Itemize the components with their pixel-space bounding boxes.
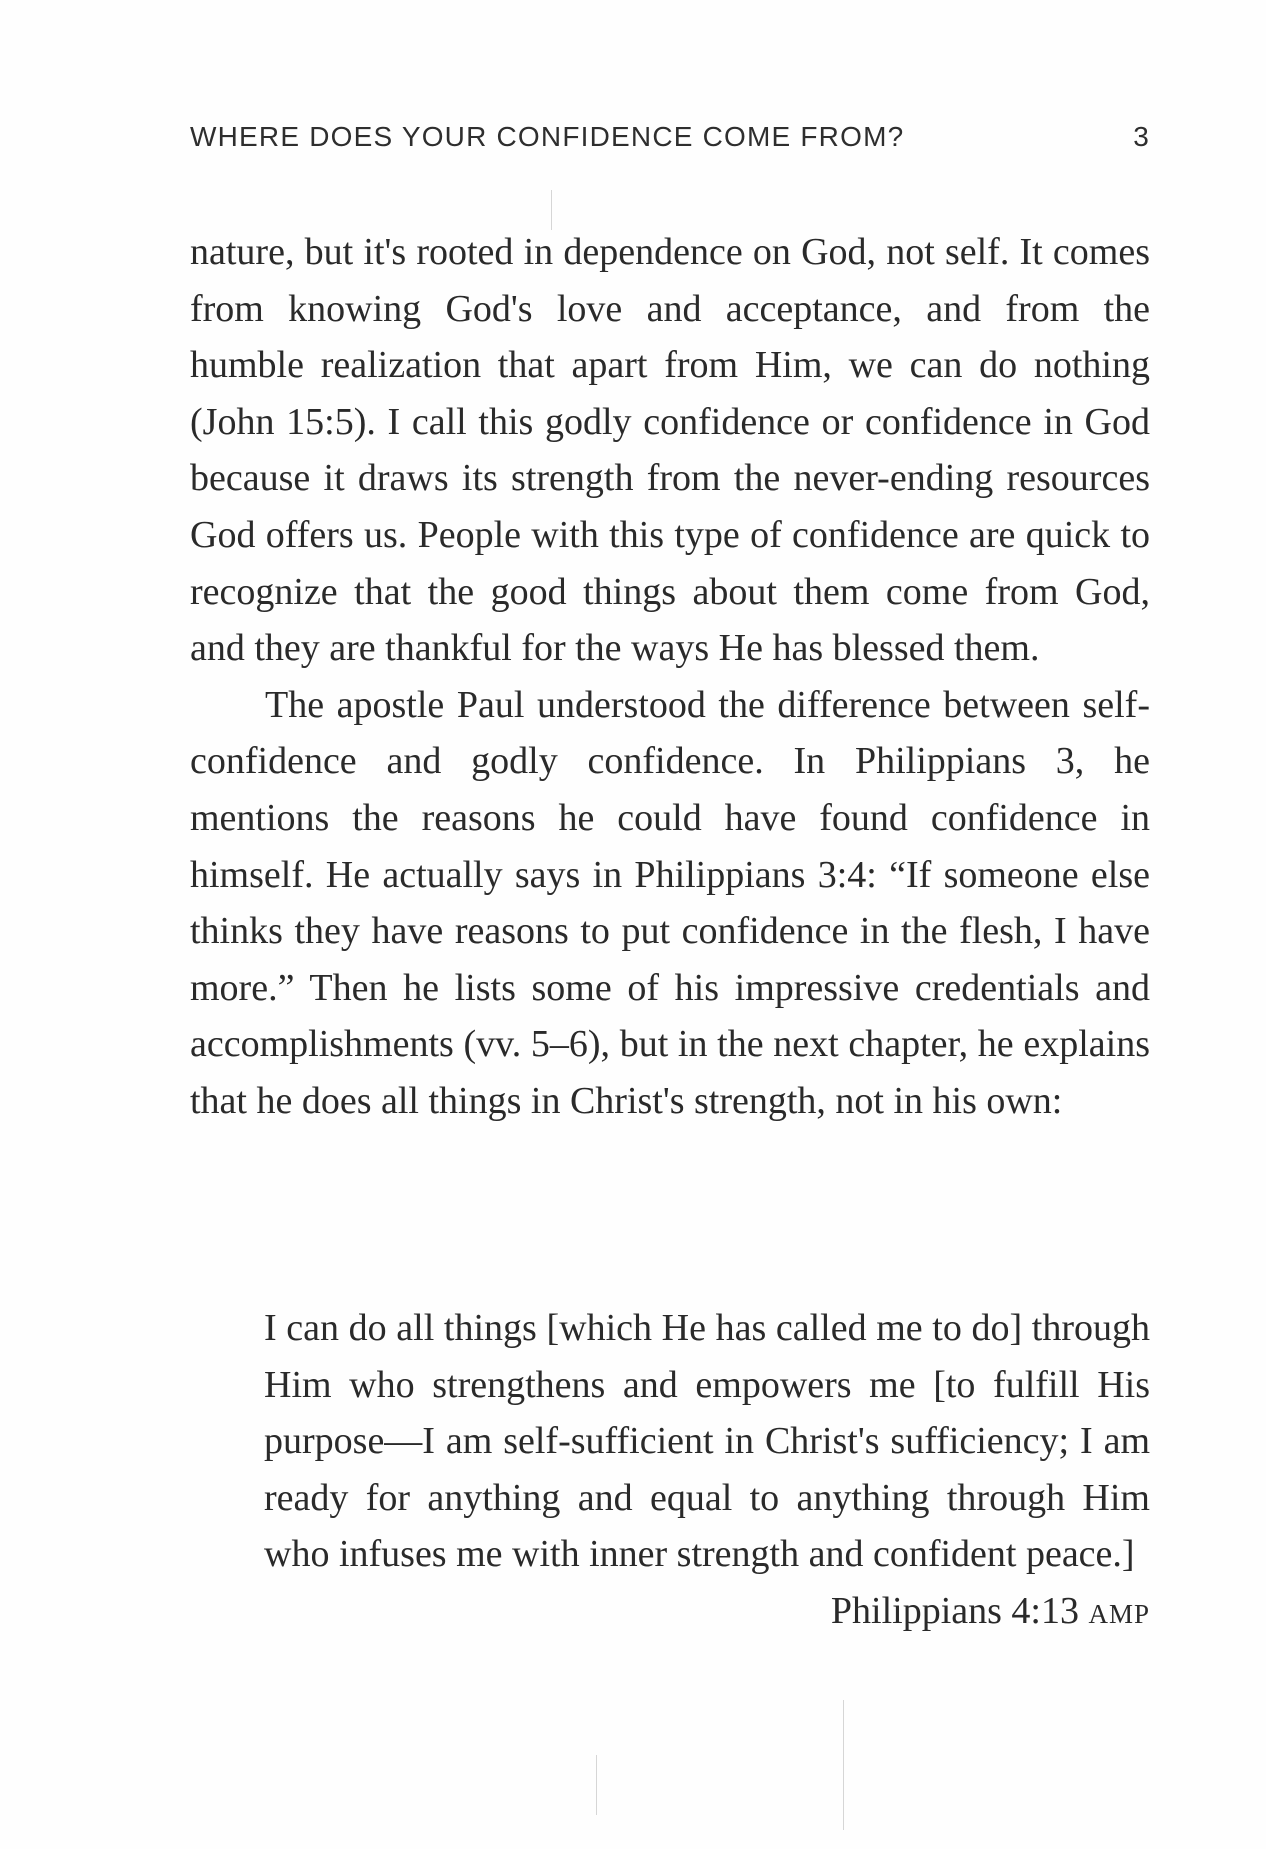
page-number: 3	[1133, 121, 1150, 152]
scripture-citation	[264, 1583, 1150, 1643]
running-head	[190, 112, 1150, 162]
paragraph: nature, but it's rooted in dependence on God, not self. It comes from knowing God's love and acceptance, and from the humble realization that apart from Him, we can do nothing (John 15:5). I call this godly confidence or confidence in God because it draws its strength from the never-ending resources God offers us. People with this type of confidence are quick to recognize that the good things about them come from God, and they are thankful for the ways He has blessed them.	[190, 231, 1150, 670]
scan-artifact-line	[551, 190, 552, 230]
scripture-quote: I can do all things [which He has called me to do] through Him who strengthens and empowers me [to fulfill His purpose—I am self-sufficient in Christ's sufficiency; I am ready for anything and equal to anything through Him who infuses me with inner strength and confident peace.]	[264, 1307, 1150, 1576]
scan-artifact-line	[596, 1755, 597, 1815]
scripture-reference: Philippians 4:13	[830, 1589, 1079, 1632]
paragraph: The apostle Paul understood the difference between self-confidence and godly confidence. In Philippians 3, he mentions the reasons he could have found confidence in himself. He actually says in Philippians 3:4: “If someone else thinks they have reasons to put confidence in the flesh, I have more.” Then he lists some of his impressive credentials and accomplishments (vv. 5–6), but in the next chapter, he explains that he does all things in Christ's strength, not in his own:	[190, 683, 1150, 1122]
chapter-title: WHERE DOES YOUR CONFIDENCE COME FROM?	[190, 121, 905, 152]
block-quote	[264, 1300, 1150, 1643]
scan-artifact-line	[843, 1700, 844, 1830]
bible-version: AMP	[1088, 1598, 1150, 1629]
body-text	[190, 224, 1150, 1130]
